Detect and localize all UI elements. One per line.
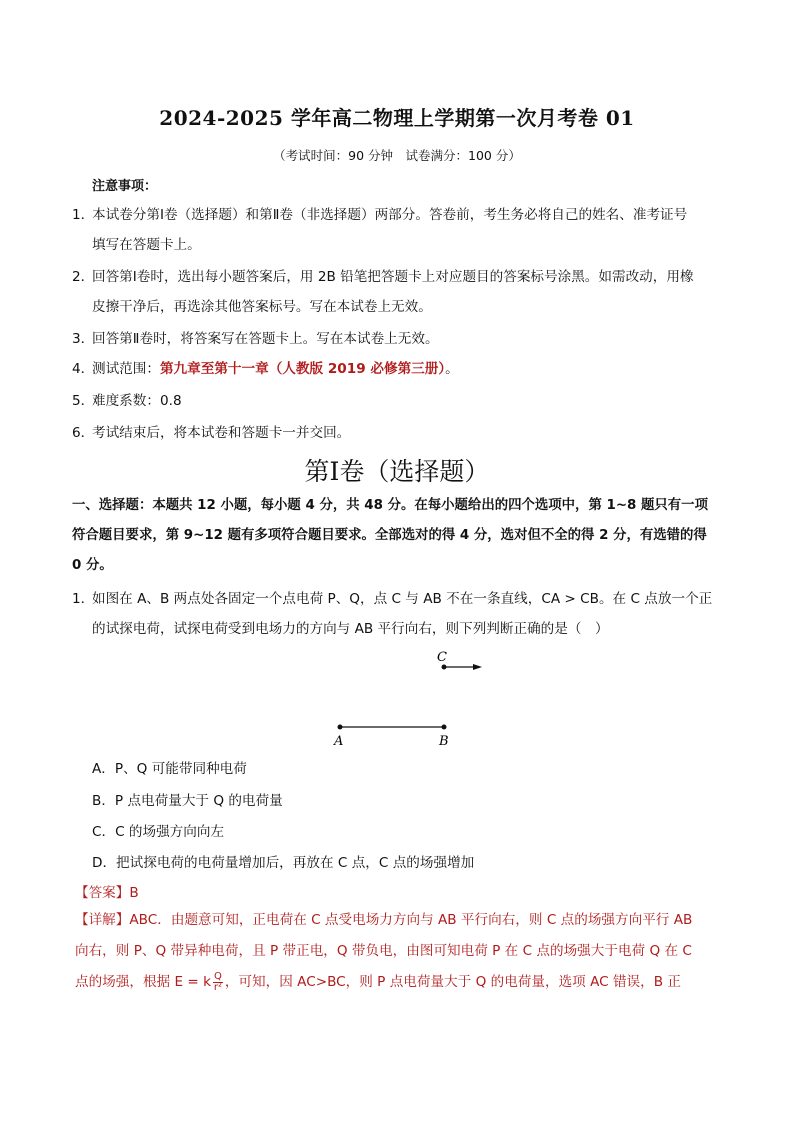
answer-detail [75, 905, 727, 998]
question-1-stem [72, 584, 724, 644]
arrow-head-icon [473, 664, 482, 670]
note-item-2 [72, 262, 724, 322]
detail-line: 向右，则 P、Q 带异种电荷，且 P 带正电，Q 带负电，由图可知电荷 P 在 C 点的场强大于电荷 Q 在 C [75, 943, 692, 959]
option-a: A．P、Q 可能带同种电荷 [92, 761, 247, 777]
note-text-cont: 皮擦干净后，再选涂其他答案标号。写在本试卷上无效。 [92, 299, 432, 315]
option-b: B．P 点电荷量大于 Q 的电荷量 [92, 793, 283, 809]
section-intro-line: 一、选择题：本题共 12 小题，每小题 4 分，共 48 分。在每小题给出的四个选项中，第 1~8 题只有一项 [72, 498, 708, 513]
note-item-3 [72, 324, 724, 354]
option-d: D．把试探电荷的电荷量增加后，再放在 C 点，C 点的场强增加 [92, 855, 475, 871]
note-number: 4． [72, 361, 95, 377]
detail-text: ，可知，因 AC>BC，则 P 点电荷量大于 Q 的电荷量，选项 AC 错误，B 正 [224, 974, 681, 990]
section-intro-line: 符合题目要求，第 9~12 题有多项符合题目要求。全部选对的得 4 分，选对但不全的得 2 分，有选错的得 [72, 528, 707, 543]
detail-line-formula [75, 967, 727, 998]
section-intro [72, 491, 724, 581]
note-number: 3． [72, 331, 95, 347]
notes-heading: 注意事项： [92, 179, 158, 194]
note-number: 2． [72, 269, 95, 285]
note-number: 1． [72, 207, 95, 223]
detail-line: 【详解】ABC．由题意可知，正电荷在 C 点受电场力方向与 AB 平行向右，则 C 点的场强方向平行 AB [75, 912, 693, 928]
question-text-cont: 的试探电荷，试探电荷受到电场力的方向与 AB 平行向右，则下列判断正确的是（ ） [92, 621, 609, 637]
note-item-4 [72, 354, 724, 384]
charge-diagram [320, 640, 500, 750]
fraction-denominator: r² [213, 981, 222, 993]
note-text-cont: 填写在答题卡上。 [92, 237, 201, 253]
note-text: 回答第Ⅱ卷时，将答案写在答题卡上。写在本试卷上无效。 [92, 331, 439, 347]
note-text: 回答第Ⅰ卷时，选出每小题答案后，用 2B 铅笔把答题卡上对应题目的答案标号涂黑。如需改动，用橡 [92, 269, 694, 285]
answer-label: 【答案】B [75, 885, 139, 901]
note-text: 考试结束后，将本试卷和答题卡一并交回。 [92, 425, 351, 441]
exam-subtitle: （考试时间：90 分钟 试卷满分：100 分） [273, 148, 521, 163]
question-number: 1． [72, 591, 95, 607]
note-text: 。 [445, 361, 459, 377]
label-b: B [439, 734, 449, 749]
label-c: C [437, 650, 447, 665]
exam-title: 2024-2025 学年高二物理上学期第一次月考卷 01 [159, 106, 635, 130]
note-item-6 [72, 418, 724, 448]
note-item-5 [72, 386, 724, 416]
section-intro-line: 0 分。 [72, 558, 113, 573]
detail-text: 点的场强，根据 E = k [75, 974, 211, 990]
fraction-numerator: Q [213, 970, 222, 982]
test-scope-highlight: 第九章至第十一章（人教版 2019 必修第三册） [159, 361, 446, 377]
section-title: 第Ⅰ卷（选择题） [304, 457, 490, 486]
note-text: 本试卷分第Ⅰ卷（选择题）和第Ⅱ卷（非选择题）两部分。答卷前，考生务必将自己的姓名、准考证号 [92, 207, 688, 223]
note-text: 难度系数：0.8 [92, 393, 182, 409]
label-a: A [334, 734, 344, 749]
option-c: C．C 的场强方向向左 [92, 824, 225, 840]
coulomb-fraction [213, 972, 223, 993]
note-text: 测试范围： [92, 361, 160, 377]
note-number: 5． [72, 393, 95, 409]
note-item-1 [72, 200, 724, 260]
note-number: 6． [72, 425, 95, 441]
question-text: 如图在 A、B 两点处各固定一个点电荷 P、Q，点 C 与 AB 不在一条直线，CA > CB。在 C 点放一个正 [92, 591, 713, 607]
